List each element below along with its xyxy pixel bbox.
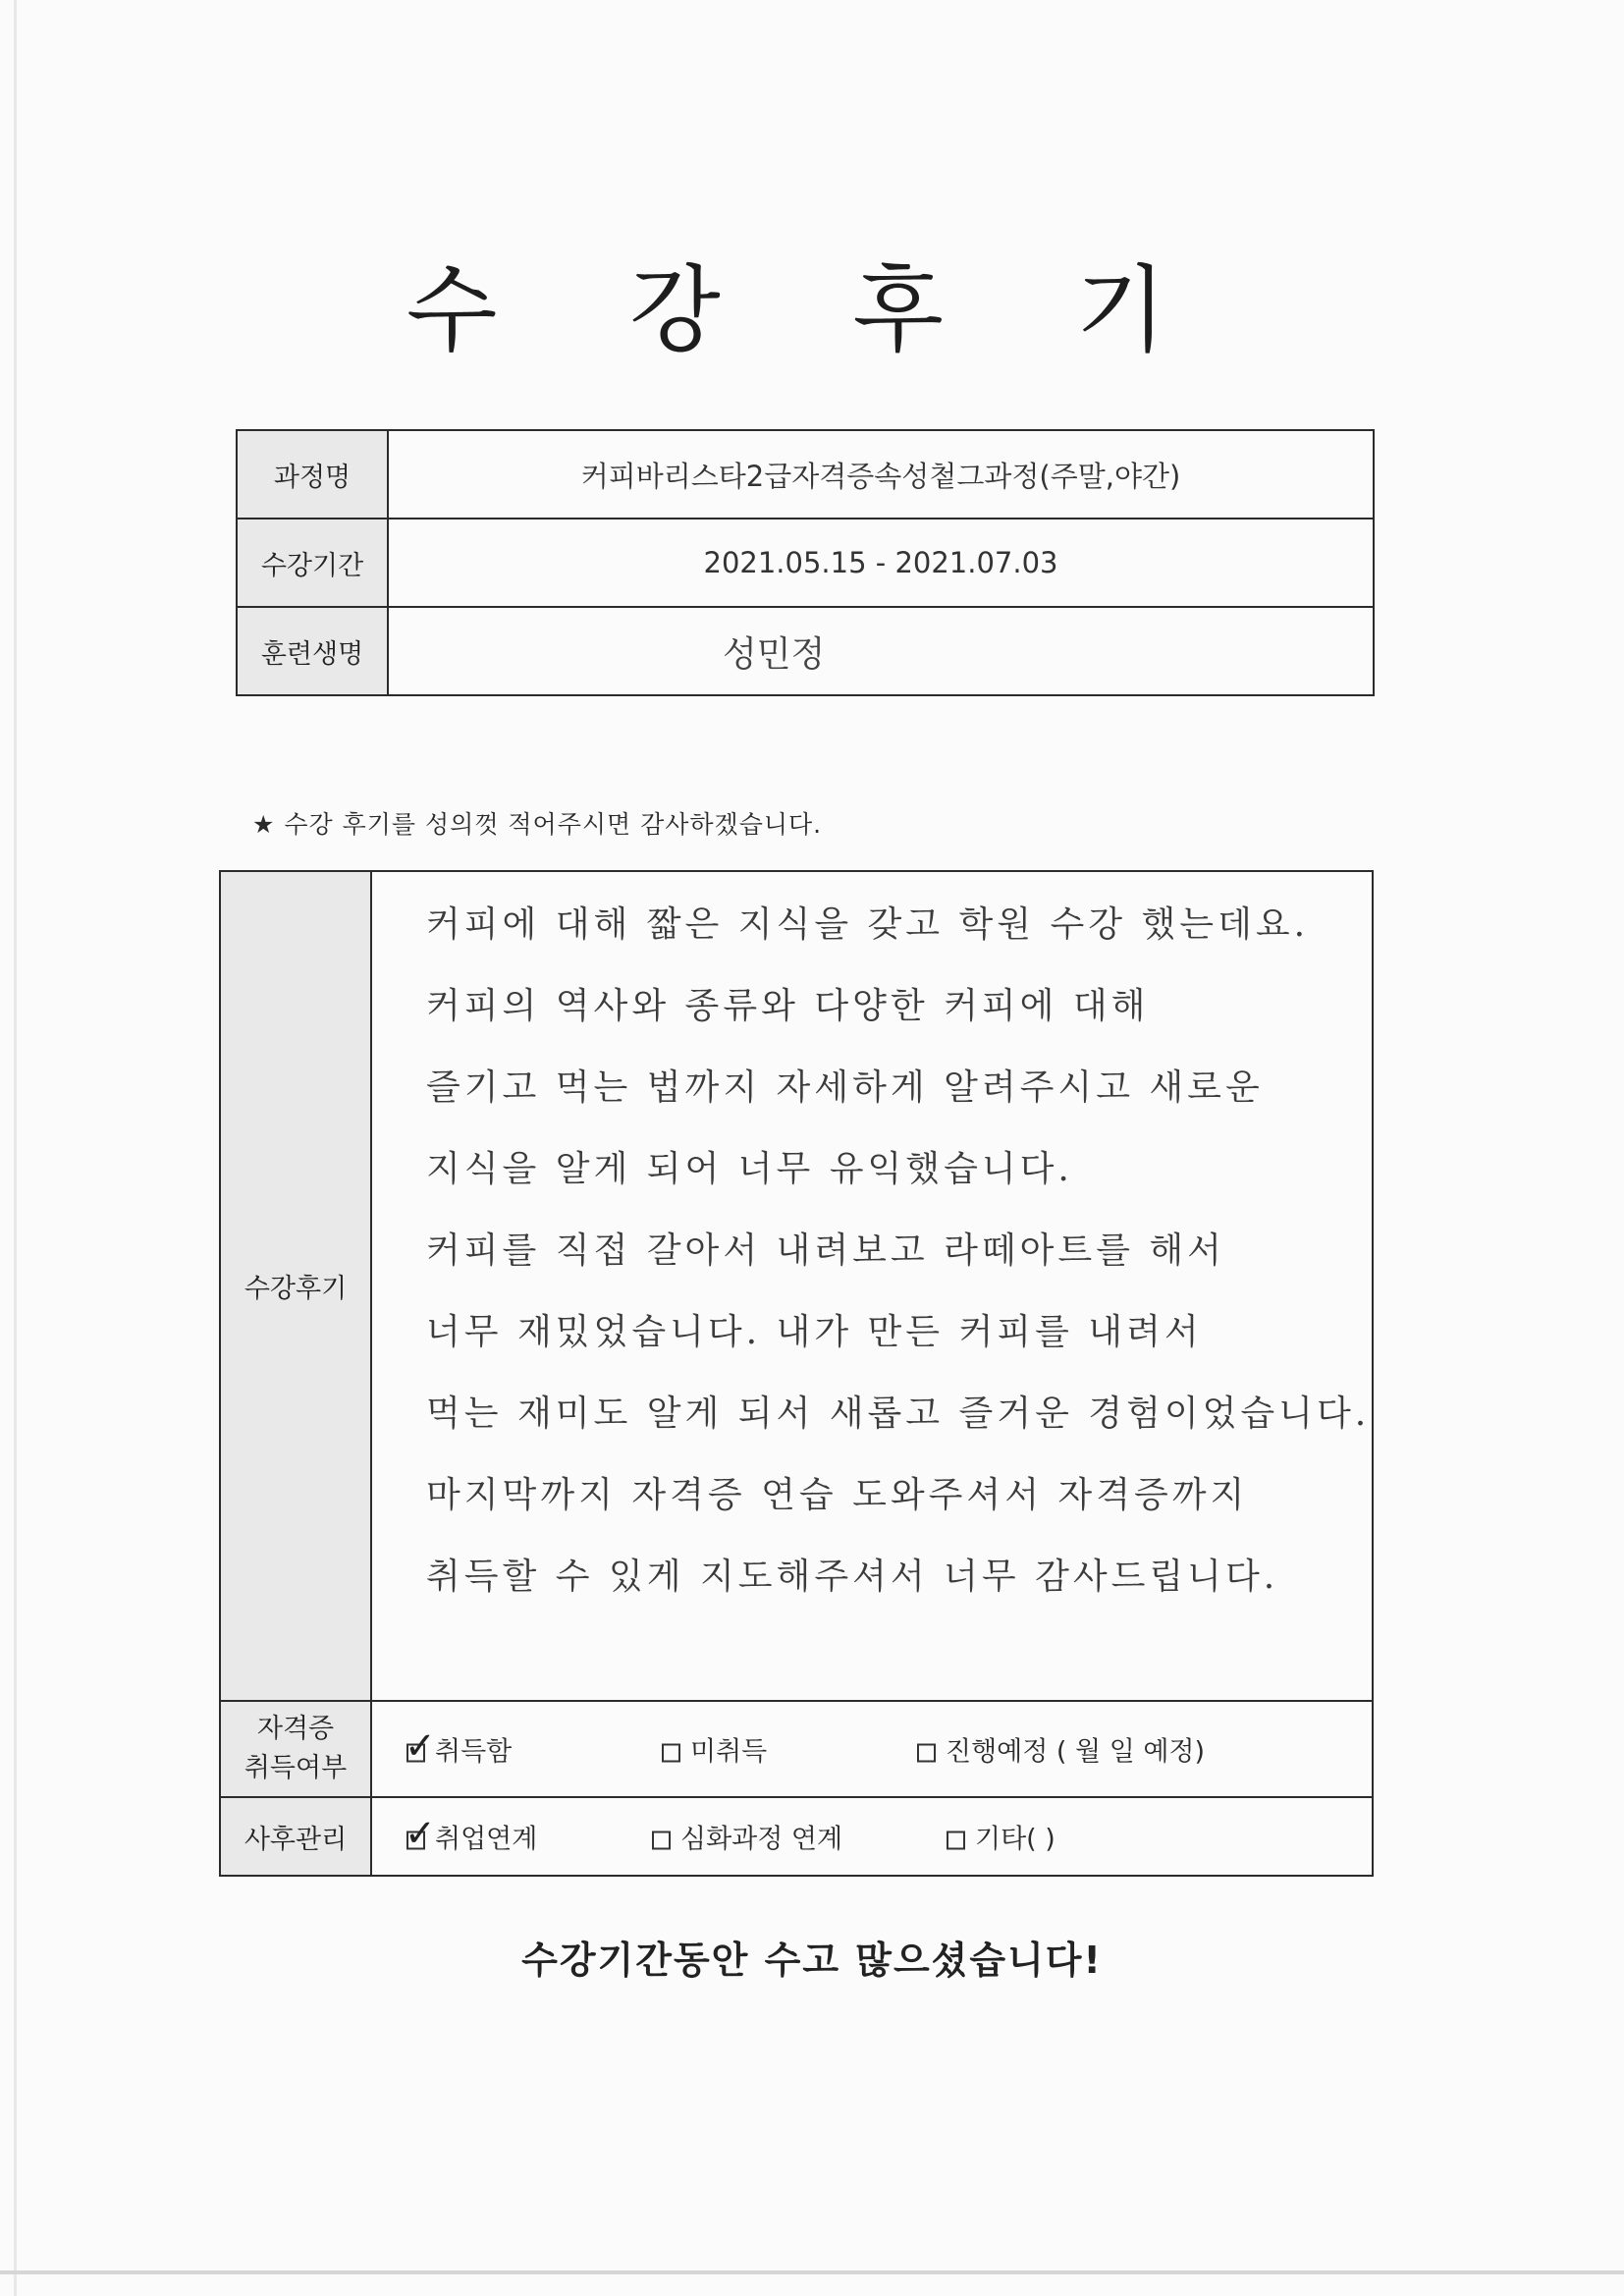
certificate-options [371,1701,1373,1797]
review-line: 취득할 수 있게 지도해주셔서 너무 감사드립니다. [426,1557,1279,1597]
review-line: 커피에 대해 짧은 지식을 갖고 학원 수강 했는데요. [426,904,1310,945]
certificate-row [220,1701,1373,1797]
option-acquired[interactable] [405,1723,513,1769]
option-not-acquired-label: 미취득 [690,1736,768,1768]
review-line: 커피를 직접 갈아서 내려보고 라떼아트를 해서 [426,1230,1225,1271]
closing-message: 수강기간동안 수고 많으셨습니다! [521,1939,1103,1982]
checkbox-planned[interactable] [917,1744,936,1763]
option-planned-label: 진행예정 ( 월 일 예정) [946,1736,1206,1768]
period-label: 수강기간 [237,519,388,607]
option-acquired-label: 취득함 [435,1736,513,1768]
checkbox-advanced-course[interactable] [652,1831,671,1850]
review-line: 지식을 알게 되어 너무 유익했습니다. [426,1149,1073,1189]
review-line: 먹는 재미도 알게 되서 새롭고 즐거운 경험이었습니다. [426,1394,1371,1434]
option-job-link-label: 취업연계 [435,1824,538,1855]
trainee-label: 훈련생명 [237,607,388,695]
review-line: 마지막까지 자격증 연습 도와주셔서 자격증까지 [426,1475,1249,1515]
review-line: 커피의 역사와 종류와 다양한 커피에 대해 [426,986,1150,1026]
review-table [219,870,1374,1877]
option-planned[interactable] [917,1730,1205,1769]
instruction-note: ★ 수강 후기를 성의껏 적어주시면 감사하겠습니다. [252,810,823,839]
period-value: 2021.05.15 - 2021.07.03 [388,519,1374,607]
option-not-acquired[interactable] [662,1730,767,1769]
checkbox-other[interactable] [947,1831,965,1850]
aftercare-row [220,1797,1373,1876]
option-other-label: 기타( ) [975,1824,1056,1855]
option-other[interactable] [947,1818,1056,1856]
checkbox-not-acquired[interactable] [662,1744,680,1763]
certificate-label-line2: 취득여부 [244,1753,348,1783]
page-title: 수 강 후 기 [406,255,1218,365]
trainee-name-handwritten: 성민정 [388,607,1374,695]
course-value: 커피바리스타2급자격증속성첱그과정(주말,야간) [388,430,1374,519]
certificate-label [220,1701,371,1797]
option-advanced-course[interactable] [652,1818,842,1856]
course-row [237,430,1374,519]
review-row [220,871,1373,1701]
course-label: 과정명 [237,430,388,519]
review-line: 너무 재밌었습니다. 내가 만든 커피를 내려서 [426,1312,1203,1352]
course-info-table [236,429,1375,696]
review-line: 즐기고 먹는 법까지 자세하게 알려주시고 새로운 [426,1067,1264,1108]
option-advanced-course-label: 심화과정 연계 [680,1824,843,1855]
trainee-row [237,607,1374,695]
review-label: 수강후기 [220,871,371,1701]
check-mark-icon: ✓ [405,1811,436,1855]
scan-edge-bottom [0,2270,1624,2274]
checkbox-acquired[interactable] [405,1723,436,1768]
aftercare-options [371,1797,1373,1876]
check-mark-icon: ✓ [405,1723,436,1768]
aftercare-label: 사후관리 [220,1797,371,1876]
certificate-label-line1: 자격증 [256,1714,335,1744]
review-body [371,871,1373,1701]
period-row [237,519,1374,607]
checkbox-job-link[interactable] [405,1811,436,1855]
option-job-link[interactable] [405,1811,538,1856]
